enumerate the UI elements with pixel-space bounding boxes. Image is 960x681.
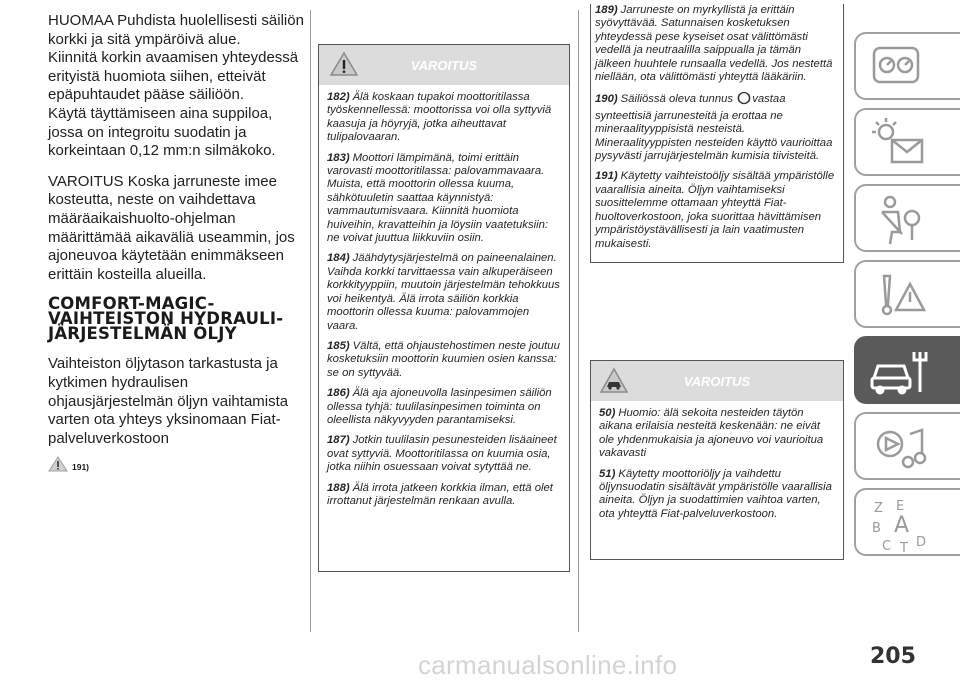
note-188: [327, 482, 561, 509]
warning-box-header: [591, 361, 843, 401]
note-182: [327, 91, 561, 145]
paragraph-opening-cap: Kiinnitä korkin avaamisen yhteydessä erityistä huomiota siihen, etteivät epäpuhtaudet pääse säiliöön.: [48, 49, 299, 104]
svg-text:C: C: [882, 539, 892, 554]
note-number: 183): [327, 151, 350, 164]
note-number: 50): [599, 407, 616, 419]
note-50: [599, 407, 835, 461]
note-186: [327, 387, 561, 427]
note-number: 184): [327, 252, 350, 265]
reference-row: [48, 456, 306, 477]
note-number: 190): [595, 93, 618, 106]
tab-multimedia[interactable]: [854, 412, 960, 480]
reference-number: 191): [72, 461, 90, 472]
note-185: [327, 340, 561, 380]
note-number: 51): [599, 467, 616, 480]
note-number: 191): [595, 170, 618, 183]
note-text: Älä irrota jatkeen korkkia ilman, että olet irrottanut järjestelmän renkaan avulla.: [327, 481, 553, 507]
warning-box-1: [318, 44, 570, 572]
svg-text:A: A: [894, 513, 910, 538]
tab-maintenance[interactable]: [854, 336, 960, 404]
warning-box-body: [591, 401, 843, 521]
svg-text:B: B: [872, 521, 881, 536]
note-text: Säiliössä oleva tunnus: [620, 93, 734, 106]
paragraph-note-clean-cap: HUOMAA Puhdista huolellisesti säiliön korkki ja sitä ympäröivä alue.: [48, 12, 304, 48]
svg-text:E: E: [896, 499, 905, 514]
warning-box-body: [319, 85, 569, 508]
watermark: carmanualsonline.info: [418, 650, 678, 680]
warning-triangle-icon: [48, 456, 68, 477]
left-column: [48, 12, 306, 477]
note-text: Älä aja ajoneuvolla lasinpesimen säiliön ollessa tyhjä: tuulilasinpesimen toiminta on oleellista näkyvyyden parantamiseksi.: [327, 387, 552, 426]
svg-text:D: D: [916, 535, 927, 550]
note-191: [595, 170, 839, 250]
note-text: Jäähdytysjärjestelmä on paineenalainen. Vaihda korkki tarvittaessa vain alkuperäiseen korkkityyppiin, muutoin järjestelmän tehokkuus voi heikentyä. Älä irrota säiliön korkkia moottorin ollessa kuuma: palovammojen vaara.: [327, 252, 560, 332]
paragraph-gearbox-oil: Vaihteiston öljytason tarkastusta ja kytkimen hydraulisen ohjausjärjestelmän öljyn vaihtamista varten ota yhteys yksinomaan Fiat-palveluverkostoon: [48, 355, 289, 447]
note-190: [595, 91, 839, 163]
warning-box-header: [319, 45, 569, 85]
section-heading: COMFORT-MAGIC-VAIHTEISTON HYDRAULI-JÄRJESTELMÄN ÖLJY: [48, 294, 284, 344]
note-number: 182): [327, 91, 350, 103]
note-text: Käytetty moottoriöljy ja vaihdettu öljynsuodatin sisältävät ympäristölle vaarallisia aineita. Öljyn ja suodattimien vaihtoa varten, ota yhteyttä Fiat-palveluverkostoon.: [599, 467, 832, 520]
note-number: 188): [327, 481, 350, 494]
note-text: Käytetty vaihteistoöljy sisältää ympäristölle vaarallisia aineita. Öljyn vaihtamiseksi suosittelemme ottamaan yhteyttä Fiat-huoltoverkostoon, joka suorittaa hävittämisen ympäristöystävällisesti ja lain vaatimusten mukaisesti.: [595, 170, 835, 250]
warning-box-2: [590, 360, 844, 560]
tab-emergency[interactable]: [854, 260, 960, 328]
paragraph-brake-fluid-warning: VAROITUS Koska jarruneste imee kosteutta, neste on vaihdettava määräaikaishuolto-ohjelman määrittämää aikaväliä useammin, jos ajoneuvoa käytetään enimmäkseen erittäin kosteilla alueilla.: [48, 172, 295, 283]
note-number: 186): [327, 387, 350, 400]
warning-box-title: VAROITUS: [410, 58, 478, 73]
note-text: Vältä, että ohjaustehostimen neste joutuu kosketuksiin moottorin kuumien osien kanssa: se on syttyvää.: [327, 339, 560, 379]
paragraph-funnel: Käytä täyttämiseen aina suppiloa, jossa on integroitu suodatin ja korkeintaan 0,12 mm:n silmäkoko.: [48, 104, 276, 160]
note-number: 185): [327, 339, 350, 352]
note-184: [327, 252, 561, 332]
warning-box-continuation: [590, 4, 844, 263]
note-text: Älä koskaan tupakoi moottoritilassa työskennellessä: moottorissa voi olla syttyviä kaasuja ja höyryjä, jotka aiheuttavat tulipalovaaran.: [327, 91, 552, 144]
warning-box-title: VAROITUS: [683, 374, 751, 389]
column-divider-right: [578, 10, 579, 632]
note-number: 187): [327, 434, 350, 447]
tab-dashboard[interactable]: [854, 32, 960, 100]
page-number: 205: [870, 644, 916, 669]
note-text: Huomio: älä sekoita nesteiden täytön aikana erilaisia nesteitä keskenään: ne eivät ole yhdenmukaisia ja ajoneuvo voi vaurioitua vakavasti: [599, 407, 824, 460]
note-text: vastaa synteettisiä jarrunesteitä ja erottaa ne mineraalityyppisistä nesteistä. Mineraalityyppisten nesteiden käyttö vaurioittaa pysyvästi jarrujärjestelmän kumisia tiivisteitä.: [595, 93, 833, 163]
note-number: 189): [595, 4, 618, 16]
brake-fluid-symbol-icon: [737, 91, 751, 109]
tab-safety[interactable]: [854, 184, 960, 252]
svg-text:Z: Z: [874, 501, 883, 516]
tab-lights[interactable]: [854, 108, 960, 176]
column-divider-left: [310, 10, 311, 632]
note-183: [327, 152, 561, 246]
note-text: Jotkin tuulilasin pesunesteiden lisäaineet ovat syttyviä. Moottoritilassa on kuumia osia, jotka niihin osuessaan voivat sytyttää ne.: [327, 434, 557, 474]
tab-index[interactable]: [854, 488, 960, 556]
note-text: Moottori lämpimänä, toimi erittäin varovasti moottoritilassa: palovammavaara. Muista, että moottorin ollessa kuuma, sähkötuuletin saattaa käynnistyä: vammautumisvaara. Kiinnitä huomiota huiveihin, kravatteihin ja löysiin vaatetuksiin: ne voivat juuttua liikkuviin osiin.: [327, 151, 549, 245]
note-text: Jarruneste on myrkyllistä ja erittäin syövyttävää. Satunnaisen kosketuksen yhteydessä pese kyseiset osat välittömästi vedellä ja neutraalilla saippualla ja tämän jälkeen huuhtele runsaalla vedellä. Jos nestettä niellään, ota välittömästi yhteyttä lääkäriin.: [595, 4, 833, 84]
note-51: [599, 468, 835, 522]
note-189: [595, 4, 839, 84]
svg-text:T: T: [900, 541, 908, 554]
note-187: [327, 434, 561, 474]
